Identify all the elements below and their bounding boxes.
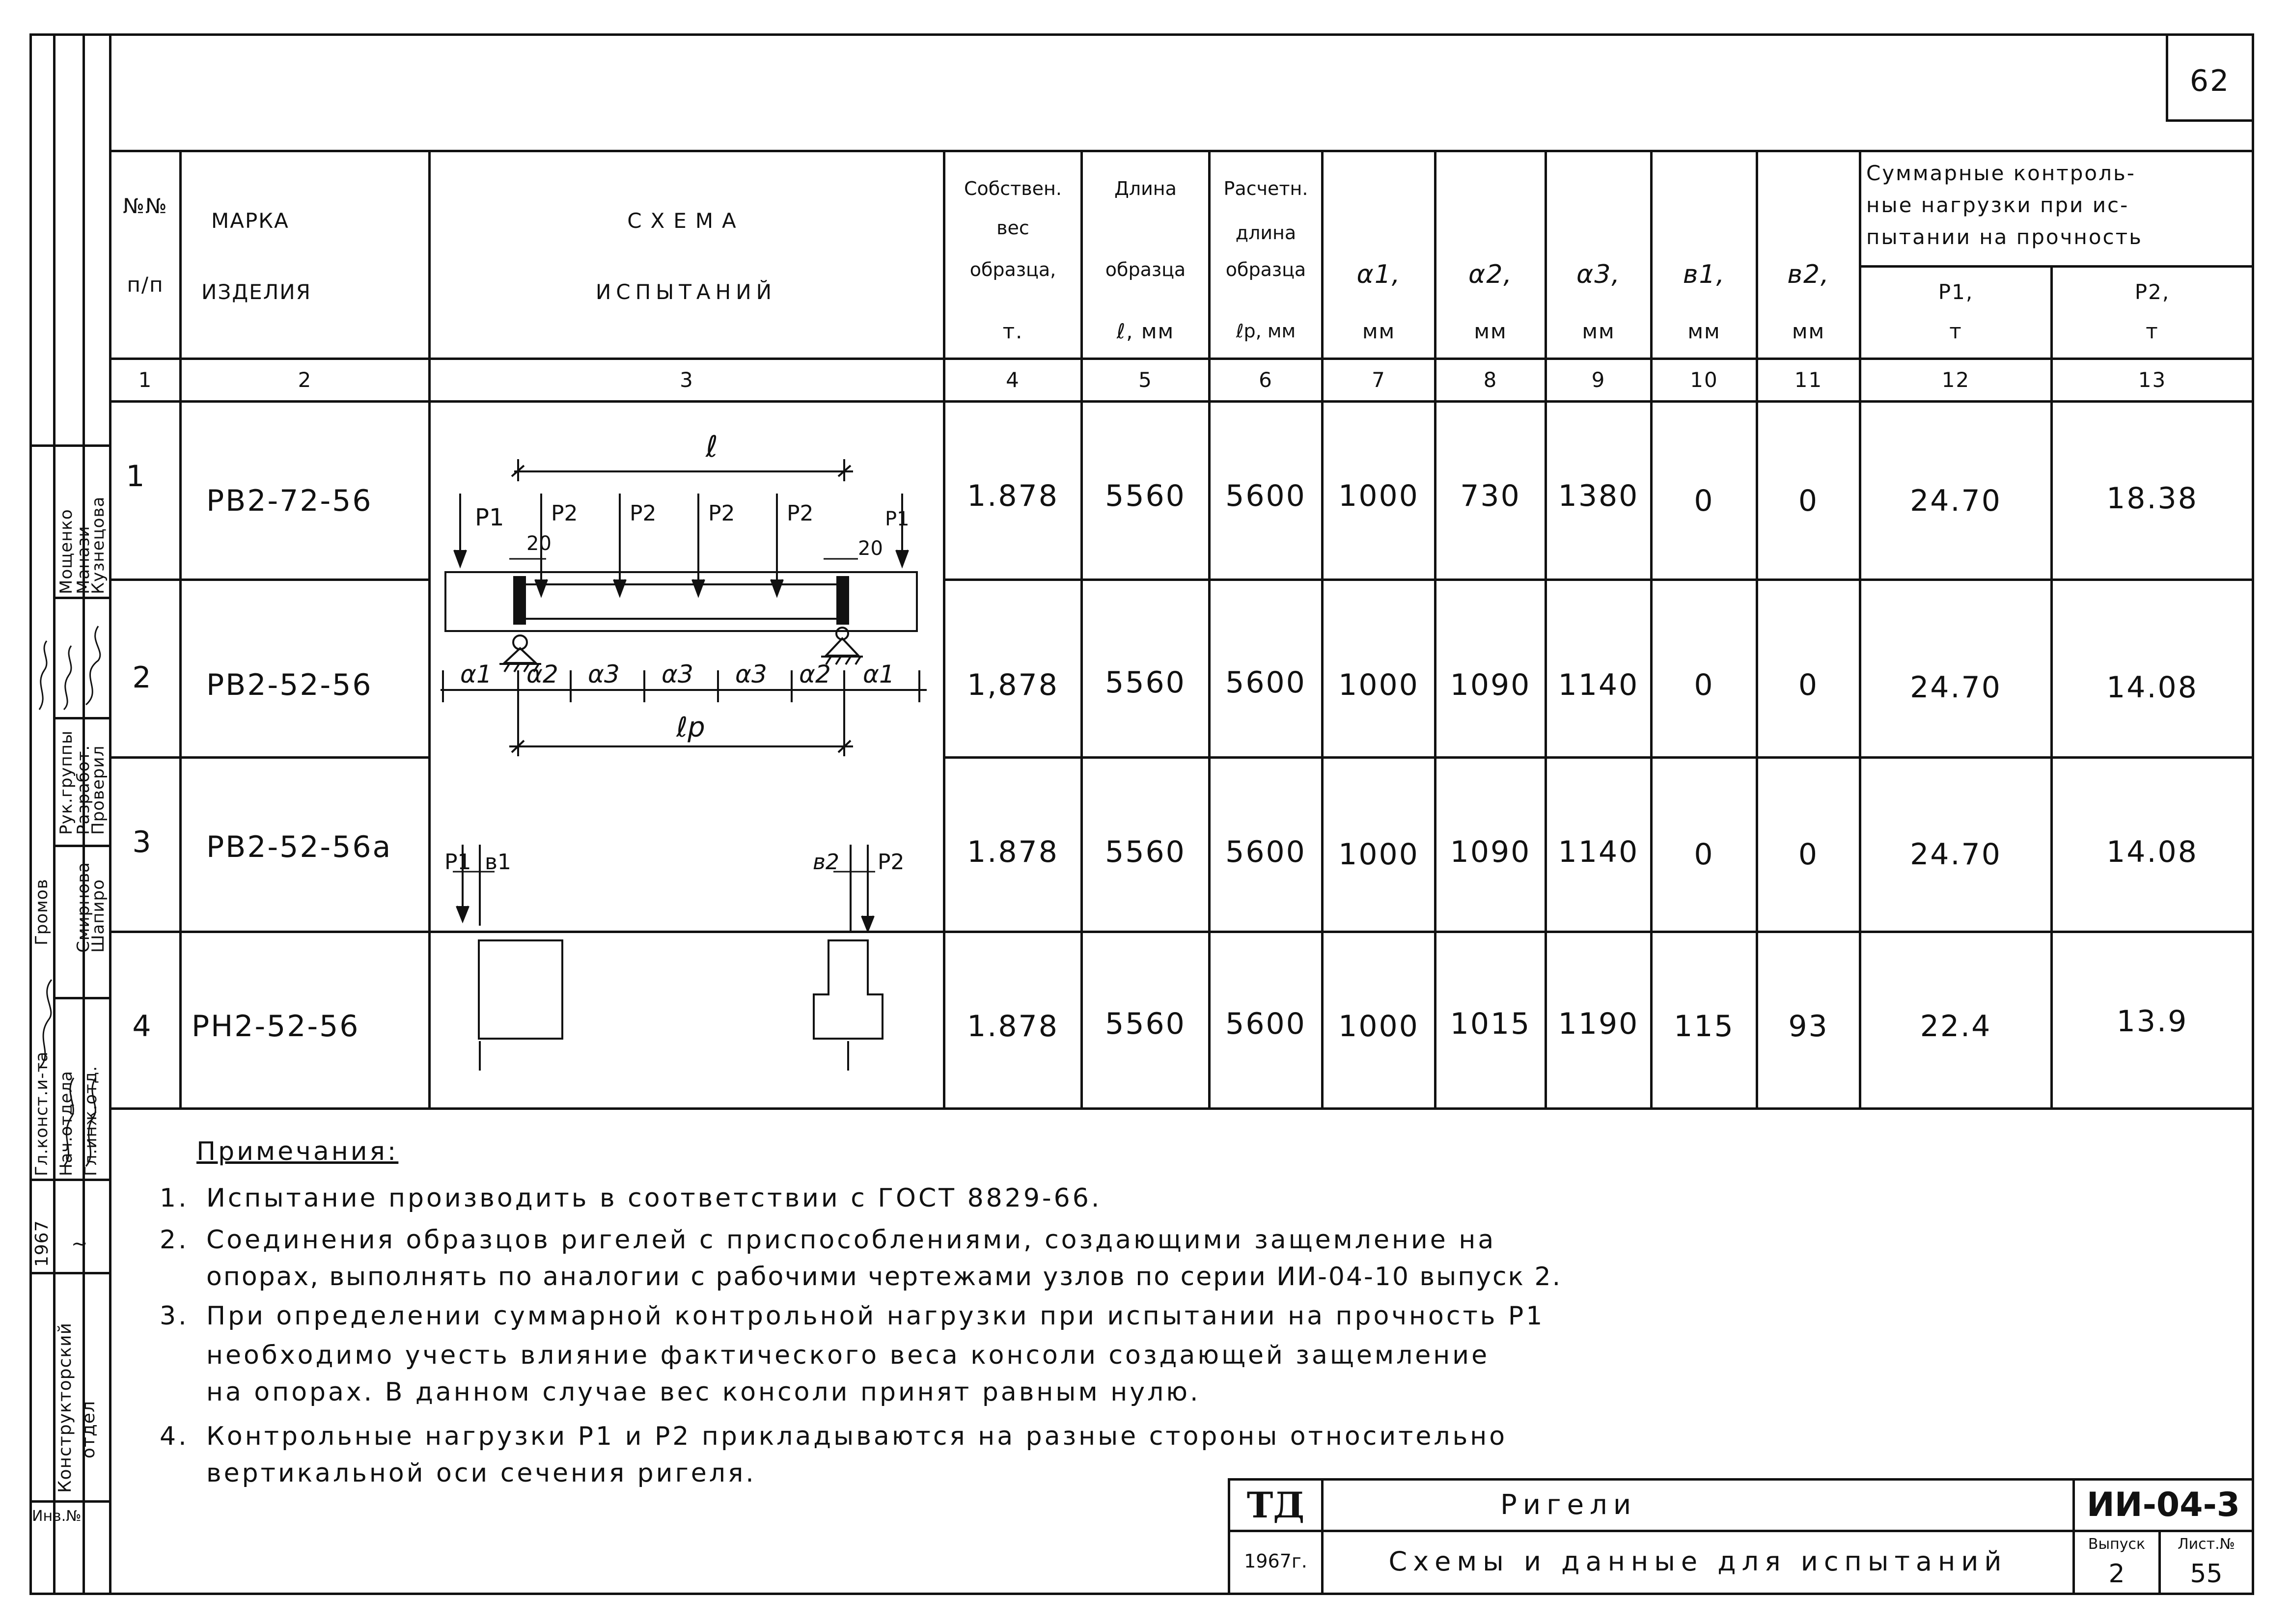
sheet-box-bottom	[2166, 119, 2254, 122]
row4-p1: 22.4	[1920, 1009, 1992, 1044]
header-a1-2: мм	[1362, 319, 1396, 343]
dim-a2-right: α2	[799, 660, 831, 688]
load-p1-right: Р1	[885, 508, 910, 530]
section-right-b2: в2	[813, 850, 839, 875]
header-b1-1: в1,	[1683, 260, 1726, 290]
row3-weight: 1.878	[967, 834, 1059, 869]
dim-20-right: 20	[858, 537, 883, 560]
header-num-1: №№	[123, 193, 168, 218]
row1-mark: РВ2-72-56	[206, 483, 373, 518]
header-length-3: ℓ, мм	[1116, 319, 1175, 343]
row3-a2: 1090	[1450, 834, 1531, 869]
row3-p2: 14.08	[2106, 834, 2198, 869]
row4-weight: 1.878	[967, 1009, 1059, 1044]
col-number-13: 13	[2138, 367, 2167, 392]
notes-title: Примечания:	[196, 1137, 399, 1166]
stamp-year: 1967	[32, 1220, 52, 1267]
row4-length: 5560	[1105, 1006, 1186, 1041]
row2-calc-length: 5600	[1225, 665, 1306, 700]
stamp-role-1: Рук.группы	[56, 730, 76, 835]
loads-title-2: ные нагрузки при ис-	[1866, 193, 2129, 217]
note-3-text: При определении суммарной контрольной нагрузки при испытании на прочность Р1	[206, 1301, 1545, 1331]
header-a2-1: α2,	[1468, 260, 1513, 290]
stamp-role-6: Гл.инж.отд.	[81, 1066, 101, 1176]
row2-weight: 1,878	[967, 667, 1059, 702]
header-calc-length-4: ℓр, мм	[1236, 320, 1296, 342]
dim-a1-right: α1	[863, 660, 895, 688]
col-number-11: 11	[1794, 367, 1823, 392]
row1-b1: 0	[1694, 483, 1714, 518]
col-number-3: 3	[680, 367, 694, 392]
row2-num: 2	[132, 660, 153, 695]
row1-bottom-right	[943, 578, 2254, 581]
load-p2-a: Р2	[551, 501, 578, 526]
section-right-p2: Р2	[878, 850, 905, 875]
row4-a3: 1190	[1558, 1006, 1639, 1041]
row3-length: 5560	[1105, 834, 1186, 869]
col-number-1: 1	[138, 367, 153, 392]
signature-2	[64, 646, 71, 710]
row4-num: 4	[132, 1009, 153, 1044]
load-p2-b: Р2	[630, 501, 657, 526]
load-p2-d: Р2	[787, 501, 814, 526]
stamp-name-4: Громов	[32, 879, 52, 945]
row4-calc-length: 5600	[1225, 1006, 1306, 1041]
load-p2-c: Р2	[708, 501, 735, 526]
row3-b2: 0	[1798, 837, 1819, 872]
row4-b2: 93	[1788, 1009, 1829, 1044]
titleblock-sheet: 55	[2190, 1559, 2223, 1589]
header-calc-length-2: длина	[1235, 222, 1297, 244]
header-mark-1: МАРКА	[211, 208, 289, 233]
header-calc-length-1: Расчетн.	[1223, 178, 1308, 200]
row2-p1: 24.70	[1910, 670, 2002, 705]
row4-b1: 115	[1674, 1009, 1735, 1044]
stamp-name-5: Смирнова	[74, 862, 93, 953]
note-2-text: Соединения образцов ригелей с приспособлениями, создающими защемление на	[206, 1225, 1496, 1255]
right-support	[821, 628, 863, 664]
note-3-text-cont-1: необходимо учесть влияние фактического веса консоли создающей защемление	[206, 1341, 1490, 1370]
row2-bottom-right	[943, 756, 2254, 759]
loads-subheader-line	[1859, 265, 2254, 268]
stamp-top-line	[29, 444, 109, 447]
row1-p2: 18.38	[2106, 481, 2198, 516]
test-scheme-drawing	[431, 403, 941, 1105]
row4-p2: 13.9	[2116, 1004, 2188, 1039]
note-4-text: Контрольные нагрузки Р1 и Р2 прикладываются на разные стороны относительно	[206, 1422, 1508, 1451]
col-number-5: 5	[1138, 367, 1153, 392]
row2-a1: 1000	[1338, 667, 1419, 702]
note-1-text: Испытание производить в соответствии с ГОСТ 8829-66.	[206, 1184, 1102, 1213]
row3-num: 3	[132, 825, 153, 859]
stamp-line-6	[29, 1272, 109, 1274]
stamp-dept-2: отдел	[79, 1400, 99, 1459]
col-number-2: 2	[298, 367, 312, 392]
row1-p1: 24.70	[1910, 483, 2002, 518]
signature-3	[86, 626, 100, 705]
row4-a1: 1000	[1338, 1009, 1419, 1044]
header-a2-2: мм	[1474, 319, 1507, 343]
header-scheme-1: СХЕМА	[627, 208, 745, 233]
row2-b2: 0	[1798, 667, 1819, 702]
table-top-line	[109, 150, 2254, 152]
dim-a2-left: α2	[526, 660, 558, 688]
col-number-9: 9	[1591, 367, 1606, 392]
row3-b1: 0	[1694, 837, 1714, 872]
note-4-num: 4.	[160, 1422, 189, 1451]
length-dimension	[512, 459, 853, 481]
length-label: ℓ	[706, 430, 718, 464]
note-4-text-cont: вертикальной оси сечения ригеля.	[206, 1459, 756, 1488]
dim-a3-1: α3	[588, 660, 620, 688]
signature-6	[86, 1078, 96, 1166]
row4-mark: РН2-52-56	[192, 1009, 360, 1044]
row2-mark: РВ2-52-56	[206, 667, 373, 702]
titleblock-logo: ТД	[1246, 1484, 1305, 1526]
dim-20-left: 20	[526, 532, 552, 555]
dim-a3-2: α3	[662, 660, 693, 688]
note-2-num: 2.	[160, 1225, 189, 1255]
stamp-name-6: Шапиро	[88, 879, 108, 953]
stamp-role-2: Разработ.	[74, 744, 93, 835]
row1-bottom-left	[109, 578, 428, 581]
loads-title-3: пытании на прочность	[1866, 224, 2143, 249]
stamp-name-1: Мощенко	[56, 509, 76, 594]
header-b2-1: в2,	[1787, 260, 1830, 290]
header-a1-1: α1,	[1356, 260, 1401, 290]
note-3-text-cont-2: на опорах. В данном случае вес консоли принят равным нулю.	[206, 1377, 1201, 1407]
header-mark-2: ИЗДЕЛИЯ	[201, 279, 311, 304]
header-weight-3: образца,	[969, 259, 1056, 281]
header-num-2: п/п	[127, 272, 164, 297]
section-left-b1: в1	[485, 850, 511, 875]
row1-weight: 1.878	[967, 478, 1059, 513]
row2-b1: 0	[1694, 667, 1714, 702]
table-bottom-line	[109, 1107, 2254, 1110]
signature-5	[64, 1078, 74, 1166]
stamp-line-5	[29, 1179, 109, 1181]
header-length-1: Длина	[1114, 178, 1177, 200]
note-1-num: 1.	[160, 1184, 189, 1213]
dim-a1-left: α1	[460, 660, 492, 688]
header-weight-1: Собствен.	[964, 178, 1062, 200]
section-left-p1: Р1	[444, 850, 471, 875]
row4-a2: 1015	[1450, 1006, 1531, 1041]
header-a3-1: α3,	[1576, 260, 1621, 290]
row1-num: 1	[126, 459, 146, 494]
stamp-dash: ~	[71, 1233, 88, 1255]
header-p2-1: Р2,	[2134, 279, 2170, 304]
stamp-line-7	[29, 1500, 109, 1503]
stamp-role-5: Нач.отдела	[56, 1071, 76, 1176]
header-calc-length-3: образца	[1225, 259, 1306, 281]
row2-length: 5560	[1105, 665, 1186, 700]
row1-length: 5560	[1105, 478, 1186, 513]
signature-1	[39, 641, 47, 710]
section-right	[814, 845, 883, 1071]
titleblock-code: ИИ-04-3	[2086, 1485, 2240, 1524]
header-a3-2: мм	[1582, 319, 1615, 343]
row3-a1: 1000	[1338, 837, 1419, 872]
note-2-text-cont: опорах, выполнять по аналогии с рабочими чертежами узлов по серии ИИ-04-10 выпуск 2.	[206, 1262, 1562, 1292]
col-line-3	[943, 150, 945, 1110]
row1-a1: 1000	[1338, 478, 1419, 513]
col-line-5	[1208, 150, 1211, 1110]
signature-4	[39, 980, 52, 1068]
header-p2-2: т	[2146, 319, 2159, 343]
col-line-4	[1080, 150, 1083, 1110]
row1-calc-length: 5600	[1225, 478, 1306, 513]
header-scheme-2: ИСПЫТАНИЙ	[595, 279, 777, 304]
frame-bottom	[29, 1593, 2254, 1595]
header-p1-2: т	[1949, 319, 1962, 343]
stamp-name-2: Манази	[74, 525, 93, 594]
sheet-number: 62	[2189, 63, 2231, 98]
titleblock-sheet-label: Лист.№	[2178, 1535, 2235, 1553]
titleblock-title: Ригели	[1500, 1488, 1637, 1521]
col-number-6: 6	[1259, 367, 1273, 392]
header-weight-2: вес	[996, 217, 1029, 239]
load-p1-left: Р1	[475, 504, 504, 531]
row1-a2: 730	[1460, 478, 1521, 513]
calc-length-label: ℓр	[676, 712, 705, 743]
stamp-role-4: Гл.конст.и-та	[32, 1051, 52, 1176]
row2-a3: 1140	[1558, 667, 1639, 702]
row2-p2: 14.08	[2106, 670, 2198, 705]
note-3-num: 3.	[160, 1301, 189, 1331]
col-number-4: 4	[1006, 367, 1020, 392]
titleblock-year: 1967г.	[1244, 1550, 1307, 1572]
col-number-7: 7	[1372, 367, 1386, 392]
stamp-role-3: Проверил	[88, 745, 108, 835]
frame-top	[29, 33, 2254, 36]
stamp-signatures	[29, 597, 109, 1176]
frame-right	[2252, 33, 2254, 1595]
row3-mark: РВ2-52-56а	[206, 829, 392, 864]
titleblock-issue-label: Выпуск	[2088, 1535, 2146, 1553]
row1-b2: 0	[1798, 483, 1819, 518]
row3-a3: 1140	[1558, 834, 1639, 869]
beam	[445, 572, 917, 631]
header-weight-4: т.	[1002, 319, 1023, 343]
stamp-name-3: Кузнецова	[88, 496, 108, 594]
dim-a3-3: α3	[735, 660, 767, 688]
header-b2-2: мм	[1792, 319, 1825, 343]
titleblock-subtitle: Схемы и данные для испытаний	[1388, 1545, 2008, 1577]
header-length-2: образца	[1105, 259, 1186, 281]
col-number-12: 12	[1941, 367, 1970, 392]
titleblock-issue: 2	[2108, 1559, 2125, 1589]
col-number-8: 8	[1483, 367, 1498, 392]
row2-bottom-left	[109, 756, 428, 759]
row1-a3: 1380	[1558, 478, 1639, 513]
row3-p1: 24.70	[1910, 837, 2002, 872]
col-number-10: 10	[1690, 367, 1718, 392]
loads-title-1: Суммарные контроль-	[1866, 161, 2136, 185]
row2-a2: 1090	[1450, 667, 1531, 702]
stamp-dept-1: Конструкторский	[55, 1322, 75, 1493]
header-b1-2: мм	[1687, 319, 1721, 343]
stamp-inv: Инв.№	[32, 1508, 82, 1525]
header-p1-1: Р1,	[1938, 279, 1974, 304]
section-left	[453, 845, 562, 1071]
row3-calc-length: 5600	[1225, 834, 1306, 869]
